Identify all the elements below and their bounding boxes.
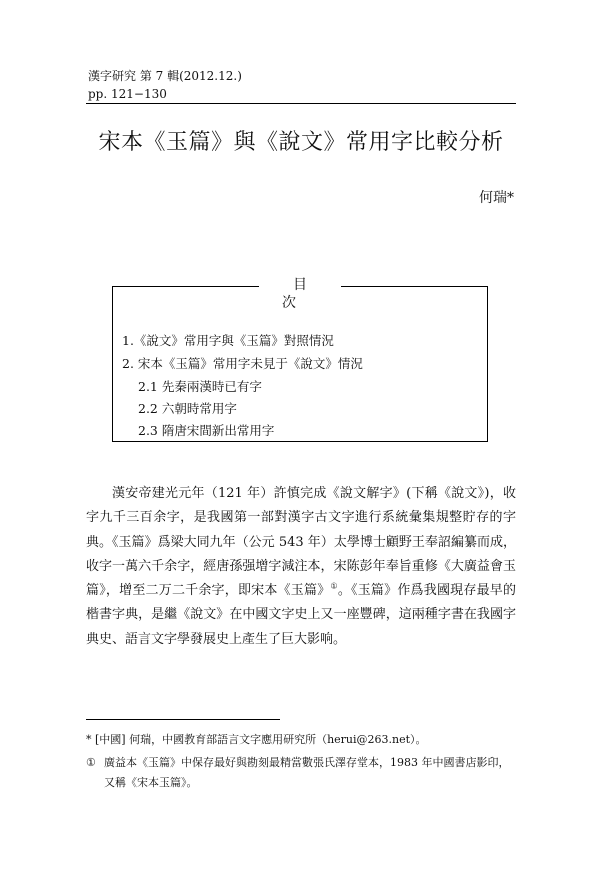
toc-item-2-2: 2.2 六朝時常用字 xyxy=(138,401,237,416)
toc-item-1: 1.《說文》常用字與《玉篇》對照情況 xyxy=(122,333,334,348)
body-paragraph xyxy=(86,482,516,652)
toc-item-2-3: 2.3 隋唐宋間新出常用字 xyxy=(138,423,275,438)
page-range: pp. 121−130 xyxy=(88,87,167,101)
footnote-1-line2: 又稱《宋本玉篇》。 xyxy=(104,776,198,789)
journal-info: 漢字研究 第 7 輯(2012.12.) xyxy=(88,69,242,83)
body-text-part1: 漢安帝建光元年（121 年）許慎完成《說文解字》(下稱《說文》)，收字九千三百余字，是我國第一部對漢字古文字進行系統彙集規整貯存的字典。《玉篇》爲梁大同九年（公元 543 年）太學博士顧野王奉詔編纂而成，收字一萬六千余字，經唐孫强增字減注本，宋陈彭年奉旨重修《大廣益會玉篇》，增至二万二千余字，即宋本《玉篇》 xyxy=(86,486,516,599)
paper-title: 宋本《玉篇》與《說文》常用字比較分析 xyxy=(98,130,504,155)
footnote-marker: ① xyxy=(86,756,96,769)
header-divider xyxy=(86,103,516,104)
footnote-divider xyxy=(86,719,280,720)
footnote-reference[interactable]: ① xyxy=(330,581,338,591)
author-footnote: * [中國] 何瑞，中國教育部語言文字應用研究所（herui@263.net）。 xyxy=(86,733,427,746)
author-name: 何瑞* xyxy=(479,190,514,206)
toc-item-2-1: 2.1 先秦兩漢時已有字 xyxy=(138,379,262,394)
footnote-1 xyxy=(86,753,516,793)
footnote-1-line1: 廣益本《玉篇》中保存最好與勘刻最精當數張氏澤存堂本，1983 年中國書店影印， xyxy=(104,756,510,769)
toc-item-2: 2. 宋本《玉篇》常用字未見于《說文》情況 xyxy=(122,356,363,371)
body-text-part2: 。《玉篇》作爲我國現存最早的楷書字典，是繼《說文》在中國文字史上又一座豐碑，這兩種字書在我國字典史、語言文字學發展史上產生了巨大影响。 xyxy=(86,583,516,647)
toc-heading: 目次 xyxy=(259,276,341,312)
